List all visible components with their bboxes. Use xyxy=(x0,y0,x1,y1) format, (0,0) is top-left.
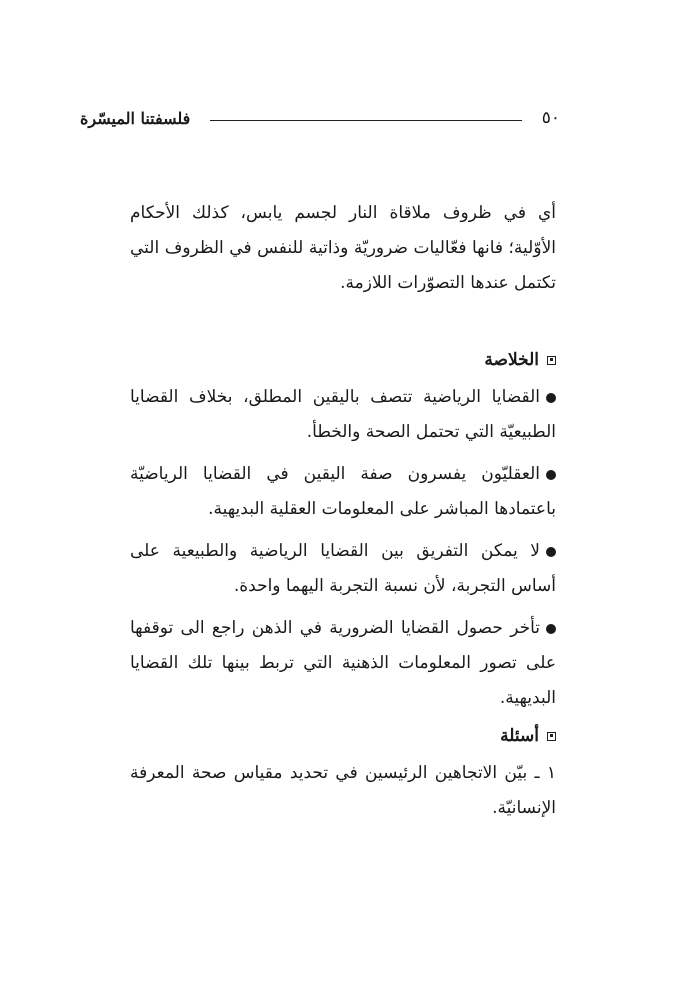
summary-item-text: العقليّون يفسرون صفة اليقين في القضايا الرياضيّة باعتمادها المباشر على المعلومات العقلية البديهية. xyxy=(130,464,556,519)
summary-item xyxy=(130,611,556,716)
questions-heading xyxy=(130,722,556,750)
summary-item xyxy=(130,457,556,527)
summary-item-text: لا يمكن التفريق بين القضايا الرياضية والطبيعية على أساس التجربة، لأن نسبة التجربة اليهما واحدة. xyxy=(130,541,556,596)
summary-item xyxy=(130,534,556,604)
header-rule xyxy=(210,120,521,121)
intro-paragraph: أي في ظروف ملاقاة النار لجسم يابس، كذلك الأحكام الأوّلية؛ فانها فعّاليات ضروريّة وذاتية للنفس في الظروف التي تكتمل عندها التصوّرات اللازمة. xyxy=(130,203,556,293)
summary-heading xyxy=(130,346,556,374)
bullet-dot-icon xyxy=(546,547,556,557)
bullet-dot-icon xyxy=(546,470,556,480)
running-header xyxy=(80,104,560,132)
questions-list xyxy=(130,756,556,826)
questions-heading-text: أسئلة xyxy=(500,726,539,746)
bullet-dot-icon xyxy=(546,624,556,634)
square-bullet-icon xyxy=(547,356,556,365)
summary-list xyxy=(130,380,556,723)
page-number: ٥٠ xyxy=(541,108,560,128)
intro-block xyxy=(130,196,556,301)
summary-item-text: القضايا الرياضية تتصف باليقين المطلق، بخلاف القضايا الطبيعيّة التي تحتمل الصحة والخطأ. xyxy=(130,387,556,442)
summary-section xyxy=(130,346,556,374)
summary-heading-text: الخلاصة xyxy=(484,350,539,370)
bullet-dot-icon xyxy=(546,393,556,403)
question-item: ١ ـ بيّن الاتجاهين الرئيسين في تحديد مقياس صحة المعرفة الإنسانيّة. xyxy=(130,763,556,818)
questions-section xyxy=(130,722,556,750)
summary-item xyxy=(130,380,556,450)
summary-item-text: تأخر حصول القضايا الضرورية في الذهن راجع الى توقفها على تصور المعلومات الذهنية التي تربط بينها تلك القضايا البديهية. xyxy=(130,618,556,708)
book-title: فلسفتنا الميسّرة xyxy=(80,108,191,128)
square-bullet-icon xyxy=(547,732,556,741)
